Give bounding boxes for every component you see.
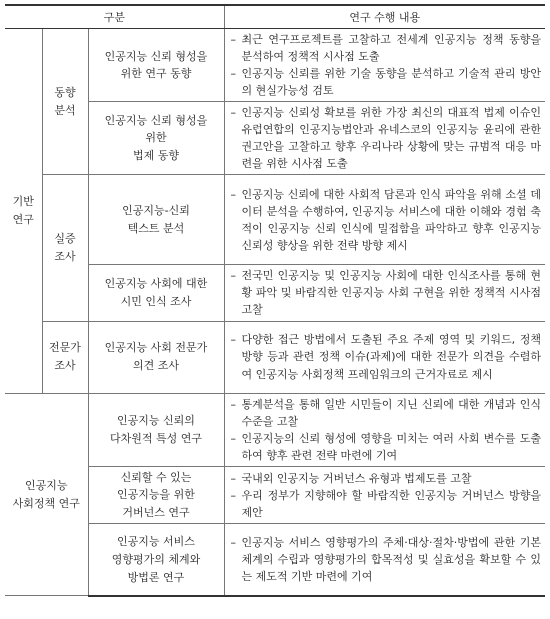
research-content-table bbox=[5, 4, 545, 597]
table-row bbox=[5, 393, 545, 466]
content-item: – 최근 연구프로젝트를 고찰하고 전세계 인공지능 정책 동향을 분석하여 정책적 시사점 도출 bbox=[231, 31, 542, 65]
content-cell bbox=[224, 175, 545, 265]
topic-cell: 인공지능 신뢰 형성을 위한 연구 동향 bbox=[88, 29, 224, 102]
content-item: – 국내외 인공지능 거버넌스 유형과 법제도를 고찰 bbox=[231, 470, 542, 487]
content-list bbox=[231, 267, 542, 318]
table-body bbox=[5, 29, 545, 596]
content-list bbox=[231, 31, 542, 99]
content-list bbox=[231, 534, 542, 585]
topic-cell: 인공지능 사회 전문가 의견 조사 bbox=[88, 321, 224, 393]
content-list bbox=[231, 186, 542, 254]
content-cell bbox=[224, 466, 545, 524]
content-cell bbox=[224, 393, 545, 466]
content-list bbox=[231, 104, 542, 172]
topic-cell: 신뢰할 수 있는 인공지능을 위한 거버넌스 연구 bbox=[88, 466, 224, 524]
subcategory-cell: 실증 조사 bbox=[42, 175, 88, 321]
content-item: – 전국민 인공지능 및 인공지능 사회에 대한 인식조사를 통해 현황 파악 및 바람직한 인공지능 사회 구현을 위한 정책적 시사점 고찰 bbox=[231, 267, 542, 318]
table-row bbox=[5, 175, 545, 265]
subcategory-cell: 동향 분석 bbox=[42, 29, 88, 175]
topic-cell: 인공지능 서비스 영향평가의 체계와 방법론 연구 bbox=[88, 524, 224, 596]
category-cell: 인공지능 사회정책 연구 bbox=[5, 393, 88, 596]
table-header-row bbox=[5, 5, 545, 29]
topic-cell: 인공지능 신뢰 형성을 위한 법제 동향 bbox=[88, 102, 224, 175]
content-item: – 인공지능 신뢰성 확보를 위한 가장 최신의 대표적 법제 이슈인 유럽연합의 인공지능법안과 유네스코의 인공지능 윤리에 관한 권고안을 고찰하고 향후 우리나라 상황에 맞는 규범적 대응 마련을 위한 시사점 도출 bbox=[231, 104, 542, 172]
content-item: – 인공지능 서비스 영향평가의 주체·대상·절차·방법에 관한 기본 체계의 수립과 영향평가의 합목적성 및 실효성을 확보할 수 있는 제도적 기반 마련에 기여 bbox=[231, 534, 542, 585]
content-item: – 인공지능의 신뢰 형성에 영향을 미치는 여러 사회 변수를 도출하여 향후 관련 전략 마련에 기여 bbox=[231, 430, 542, 464]
content-item: – 인공지능 신뢰에 대한 사회적 담론과 인식 파악을 위해 소셜 데이터 분석을 수행하여, 인공지능 서비스에 대한 이해와 경험 축적이 인공지능 신뢰 인식에 밀접함을 파악하고 향후 인공지능 신뢰성 향상을 위한 전략 방향 제시 bbox=[231, 186, 542, 254]
table-row bbox=[5, 29, 545, 102]
subcategory-cell: 전문가 조사 bbox=[42, 321, 88, 393]
header-content: 연구 수행 내용 bbox=[224, 5, 545, 29]
topic-cell: 인공지능 신뢰의 다차원적 특성 연구 bbox=[88, 393, 224, 466]
content-list bbox=[231, 396, 542, 464]
content-item: – 통계분석을 통해 일반 시민들이 지닌 신뢰에 대한 개념과 인식 수준을 고찰 bbox=[231, 396, 542, 430]
content-cell bbox=[224, 524, 545, 596]
content-item: – 다양한 접근 방법에서 도출된 주요 주제 영역 및 키워드, 정책 방향 등과 관련 정책 이슈(과제)에 대한 전문가 의견을 수렴하여 인공지능 사회정책 프레임워크의 근거자료로 제시 bbox=[231, 331, 542, 382]
content-cell bbox=[224, 102, 545, 175]
category-cell: 기반 연구 bbox=[5, 29, 42, 394]
content-cell bbox=[224, 321, 545, 393]
content-item: – 인공지능 신뢰를 위한 기술 동향을 분석하고 기술적 관리 방안의 현실가능성 검토 bbox=[231, 65, 542, 99]
table-row bbox=[5, 321, 545, 393]
topic-cell: 인공지능 사회에 대한 시민 인식 조사 bbox=[88, 265, 224, 321]
header-category: 구분 bbox=[5, 5, 224, 29]
research-table-wrapper bbox=[5, 4, 545, 597]
content-cell bbox=[224, 265, 545, 321]
topic-cell: 인공지능-신뢰 텍스트 분석 bbox=[88, 175, 224, 265]
content-item: – 우리 정부가 지향해야 할 바람직한 인공지능 거버넌스 방향을 제안 bbox=[231, 487, 542, 521]
content-list bbox=[231, 470, 542, 521]
content-cell bbox=[224, 29, 545, 102]
content-list bbox=[231, 331, 542, 382]
